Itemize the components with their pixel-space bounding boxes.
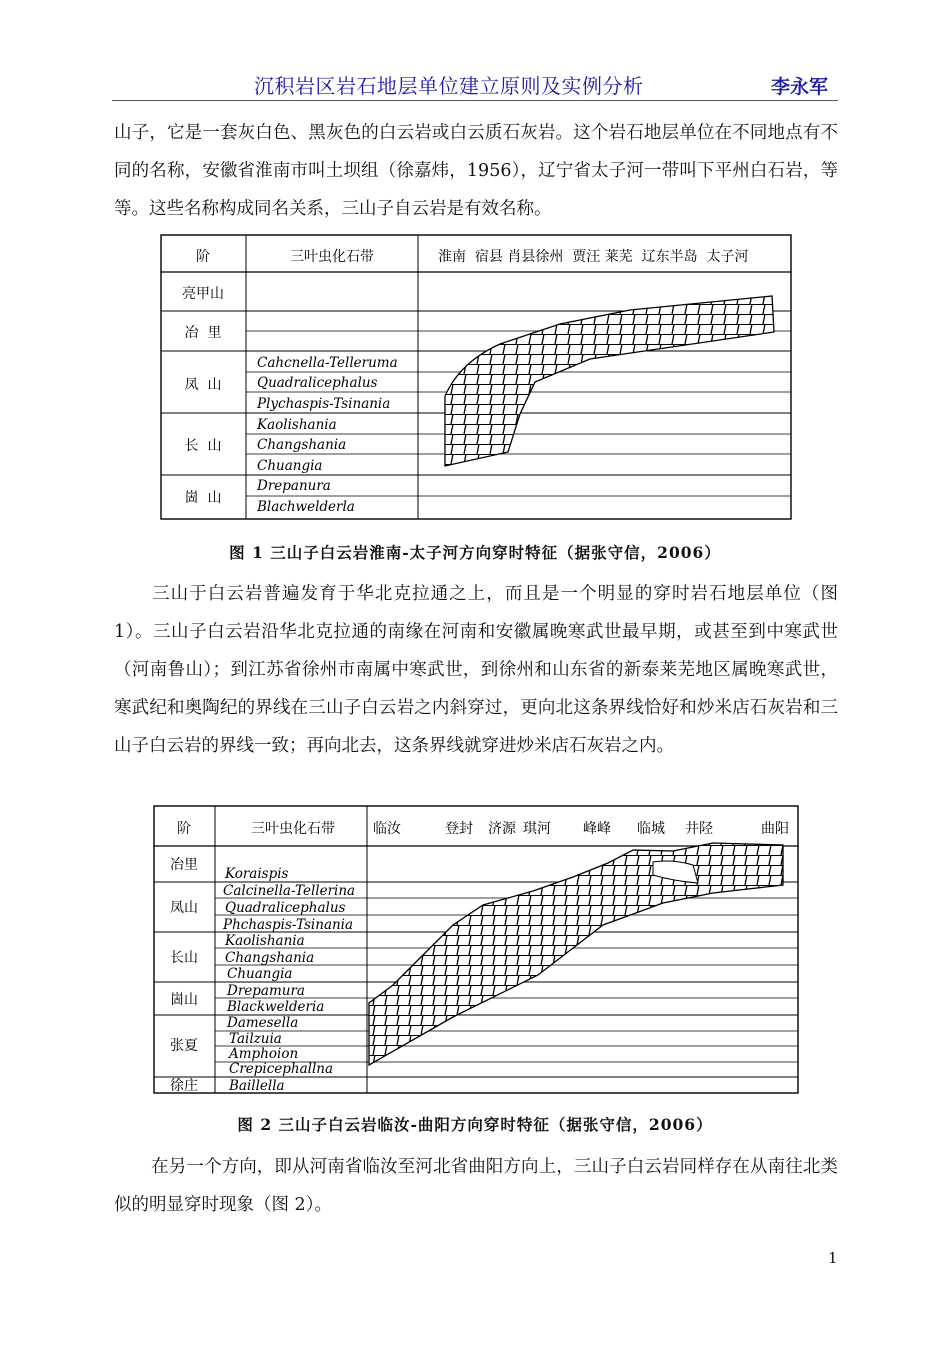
paragraph-2-text: 三山于白云岩普遍发育于华北克拉通之上，而且是一个明显的穿时岩石地层单位（图 1）。三山子白云岩沿华北克拉通的南缘在河南和安徽属晚寒武世最早期，或甚至到中寒武世（河南鲁山）；到江苏省徐州市南属中寒武世，到徐州和山东省的新泰莱芜地区属晚寒武世，寒武纪和奥陶纪的界线在三山子白云岩之内斜穿过，更向北这条界线恰好和炒米店石灰岩和三山子白云岩的界线一致；再向北去，这条界线就穿进炒米店石灰岩之内。 <box>114 584 838 756</box>
fig2-zone: Damesella <box>227 1015 299 1031</box>
fig1-zone: Plychaspis-Tsinania <box>257 396 391 412</box>
fig2-zone: Chuangia <box>227 966 293 982</box>
figure-2-caption: 图 2 三山子白云岩临汝-曲阳方向穿时特征（据张守信，2006） <box>237 1115 713 1134</box>
fig2-zone: Changshania <box>225 950 315 966</box>
fig2-place: 井陉 <box>685 821 713 837</box>
fig2-zone: Crepicephallna <box>229 1061 334 1077</box>
figure-1-caption: 图 1 三山子白云岩淮南-太子河方向穿时特征（据张守信，2006） <box>229 543 721 562</box>
fig1-zone: Drepanura <box>257 478 331 494</box>
fig2-stage: 张夏 <box>170 1038 198 1054</box>
fig2-zone: Quadralicephalus <box>225 900 346 916</box>
fig2-zone: Amphoion <box>229 1046 299 1062</box>
fig2-stage: 凤山 <box>170 900 198 916</box>
paragraph-3-text: 在另一个方向，即从河南省临汝至河北省曲阳方向上，三山子白云岩同样存在从南往北类似的明显穿时现象（图 2）。 <box>114 1157 838 1215</box>
fig1-head-zone: 三叶虫化石带 <box>290 249 374 265</box>
fig2-zone: Kaolishania <box>225 933 305 949</box>
fig1-stage: 冶 里 <box>184 325 222 341</box>
fig1-zone: Changshania <box>257 437 347 453</box>
fig2-place: 曲阳 <box>761 821 789 837</box>
fig2-place: 临城 <box>637 821 665 837</box>
paragraph-1: 山子，它是一套灰白色、黑灰色的白云岩或白云质石灰岩。这个岩石地层单位在不同地点有不同的名称，安徽省淮南市叫土坝组（徐嘉炜，1956），辽宁省太子河一带叫下平州白石岩，等等。这些名称构成同名关系，三山子自云岩是有效名称。 <box>114 123 838 219</box>
paragraph-2 <box>114 575 838 765</box>
fig1-zone: Chuangia <box>257 458 323 474</box>
fig1-zone: Blachwelderla <box>257 499 355 515</box>
dolomite-band <box>445 296 774 466</box>
dolomite-band <box>369 843 783 1065</box>
page-number: 1 <box>828 1249 838 1267</box>
header-title: 沉积岩区岩石地层单位建立原则及实例分析 <box>254 74 644 98</box>
figure-2 <box>153 805 799 1099</box>
fig2-zone: Calcinella-Tellerina <box>223 883 356 899</box>
fig2-stage: 崮山 <box>170 992 198 1008</box>
fig2-zone: Koraispis <box>225 866 289 882</box>
fig2-stage: 冶里 <box>170 857 198 873</box>
fig1-zone: Kaolishania <box>257 417 337 433</box>
fig2-zone: Drepamura <box>227 983 305 999</box>
fig2-zone: Tailzuia <box>229 1031 282 1047</box>
fig1-stage: 崮 山 <box>184 490 222 506</box>
fig2-place: 琪河 <box>523 821 551 837</box>
fig2-stage: 徐庄 <box>170 1078 198 1094</box>
fig2-place: 济源 <box>488 821 516 837</box>
fig2-place: 登封 <box>445 821 473 837</box>
fig2-zone: Blackwelderia <box>227 999 325 1015</box>
fig2-head-stage: 阶 <box>177 821 191 837</box>
fig1-zone: Quadralicephalus <box>257 375 378 391</box>
running-header <box>112 66 838 101</box>
fig1-stage: 凤 山 <box>184 377 222 393</box>
figure-1 <box>160 234 792 524</box>
fig2-head-zone: 三叶虫化石带 <box>251 821 335 837</box>
fig1-stage: 长 山 <box>184 438 222 454</box>
fig2-zone: Baillella <box>229 1078 285 1094</box>
fig2-place: 临汝 <box>373 821 401 837</box>
fig1-head-places: 淮南 宿县 肖县徐州 贾汪 莱芜 辽东半岛 太子河 <box>438 249 749 265</box>
header-author: 李永军 <box>770 76 828 98</box>
fig2-stage: 长山 <box>170 950 198 966</box>
paragraph-3 <box>114 1148 838 1224</box>
fig2-zone: Phchaspis-Tsinania <box>223 917 354 933</box>
fig1-zone: Cahcnella-Telleruma <box>257 355 398 371</box>
fig2-place: 峰峰 <box>583 821 611 837</box>
fig1-head-stage: 阶 <box>196 249 210 265</box>
fig1-stage: 亮甲山 <box>182 286 224 302</box>
